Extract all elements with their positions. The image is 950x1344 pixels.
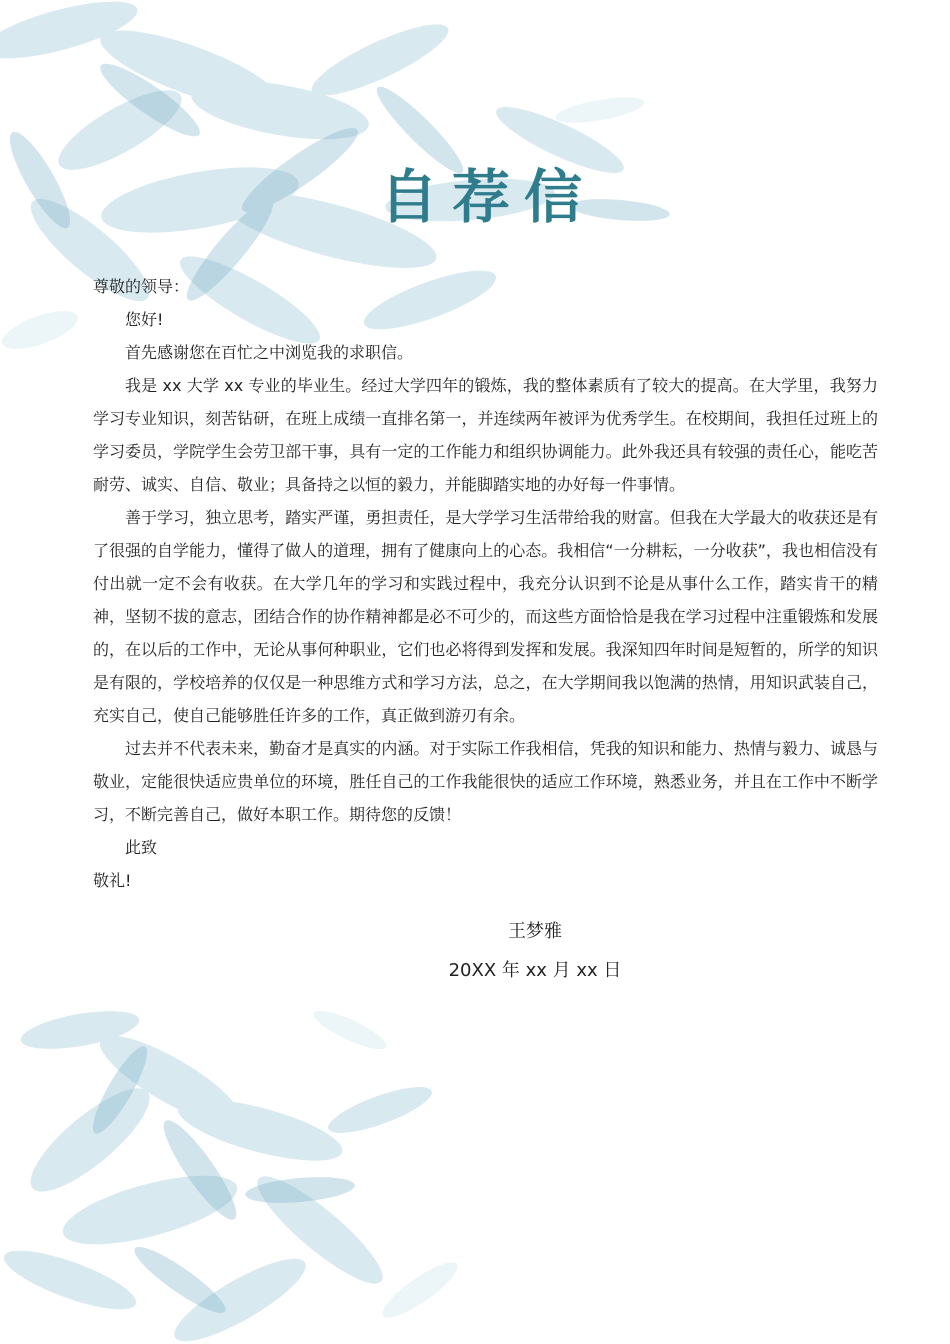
letter-date: 20XX 年 xx 月 xx 日 (448, 960, 622, 981)
paragraph-4: 过去并不代表未来，勤奋才是真实的内涵。对于实际工作我相信，凭我的知识和能力、热情与毅力、诚恳与敬业，定能很快适应贵单位的环境，胜任自己的工作我能很快的适应工作环境，熟悉业务，并且在工作中不断学习，不断完善自己，做好本职工作。期待您的反馈！ (93, 739, 878, 824)
greeting: 您好! (125, 310, 164, 329)
salutation: 尊敬的领导： (93, 277, 190, 296)
closing: 此致 (125, 838, 158, 857)
paragraph-3: 善于学习，独立思考，踏实严谨，勇担责任，是大学学习生活带给我的财富。但我在大学最大的收获还是有了很强的自学能力，懂得了做人的道理，拥有了健康向上的心态。我相信“一分耕耘，一分收获”，我也相信没有付出就一定不会有收获。在大学几年的学习和实践过程中，我充分认识到不论是从事什么工作，踏实肯干的精神，坚韧不拔的意志，团结合作的协作精神都是必不可少的，而这些方面恰恰是我在学习过程中注重锻炼和发展的，在以后的工作中，无论从事何种职业，它们也必将得到发挥和发展。我深知四年时间是短暂的，所学的知识是有限的，学校培养的仅仅是一种思维方式和学习方法，总之，在大学期间我以饱满的热情，用知识武装自己，充实自己，使自己能够胜任许多的工作，真正做到游刃有余。 (93, 508, 878, 725)
signer-name: 王梦雅 (508, 921, 562, 942)
letter-body (93, 270, 878, 897)
paragraph-2: 我是 xx 大学 xx 专业的毕业生。经过大学四年的锻炼，我的整体素质有了较大的提高。在大学里，我努力学习专业知识，刻苦钻研，在班上成绩一直排名第一，并连续两年被评为优秀学生。在校期间，我担任过班上的学习委员，学院学生会劳卫部干事，具有一定的工作能力和组织协调能力。此外我还具有较强的责任心，能吃苦耐劳、诚实、自信、敬业；具备持之以恒的毅力，并能脚踏实地的办好每一件事情。 (93, 376, 878, 494)
signature-block (0, 912, 950, 990)
salute: 敬礼! (93, 871, 132, 890)
paragraph-1: 首先感谢您在百忙之中浏览我的求职信。 (125, 343, 414, 362)
page-title: 自荐信 (380, 163, 597, 231)
leaf-cluster-bottom-icon (0, 990, 520, 1344)
